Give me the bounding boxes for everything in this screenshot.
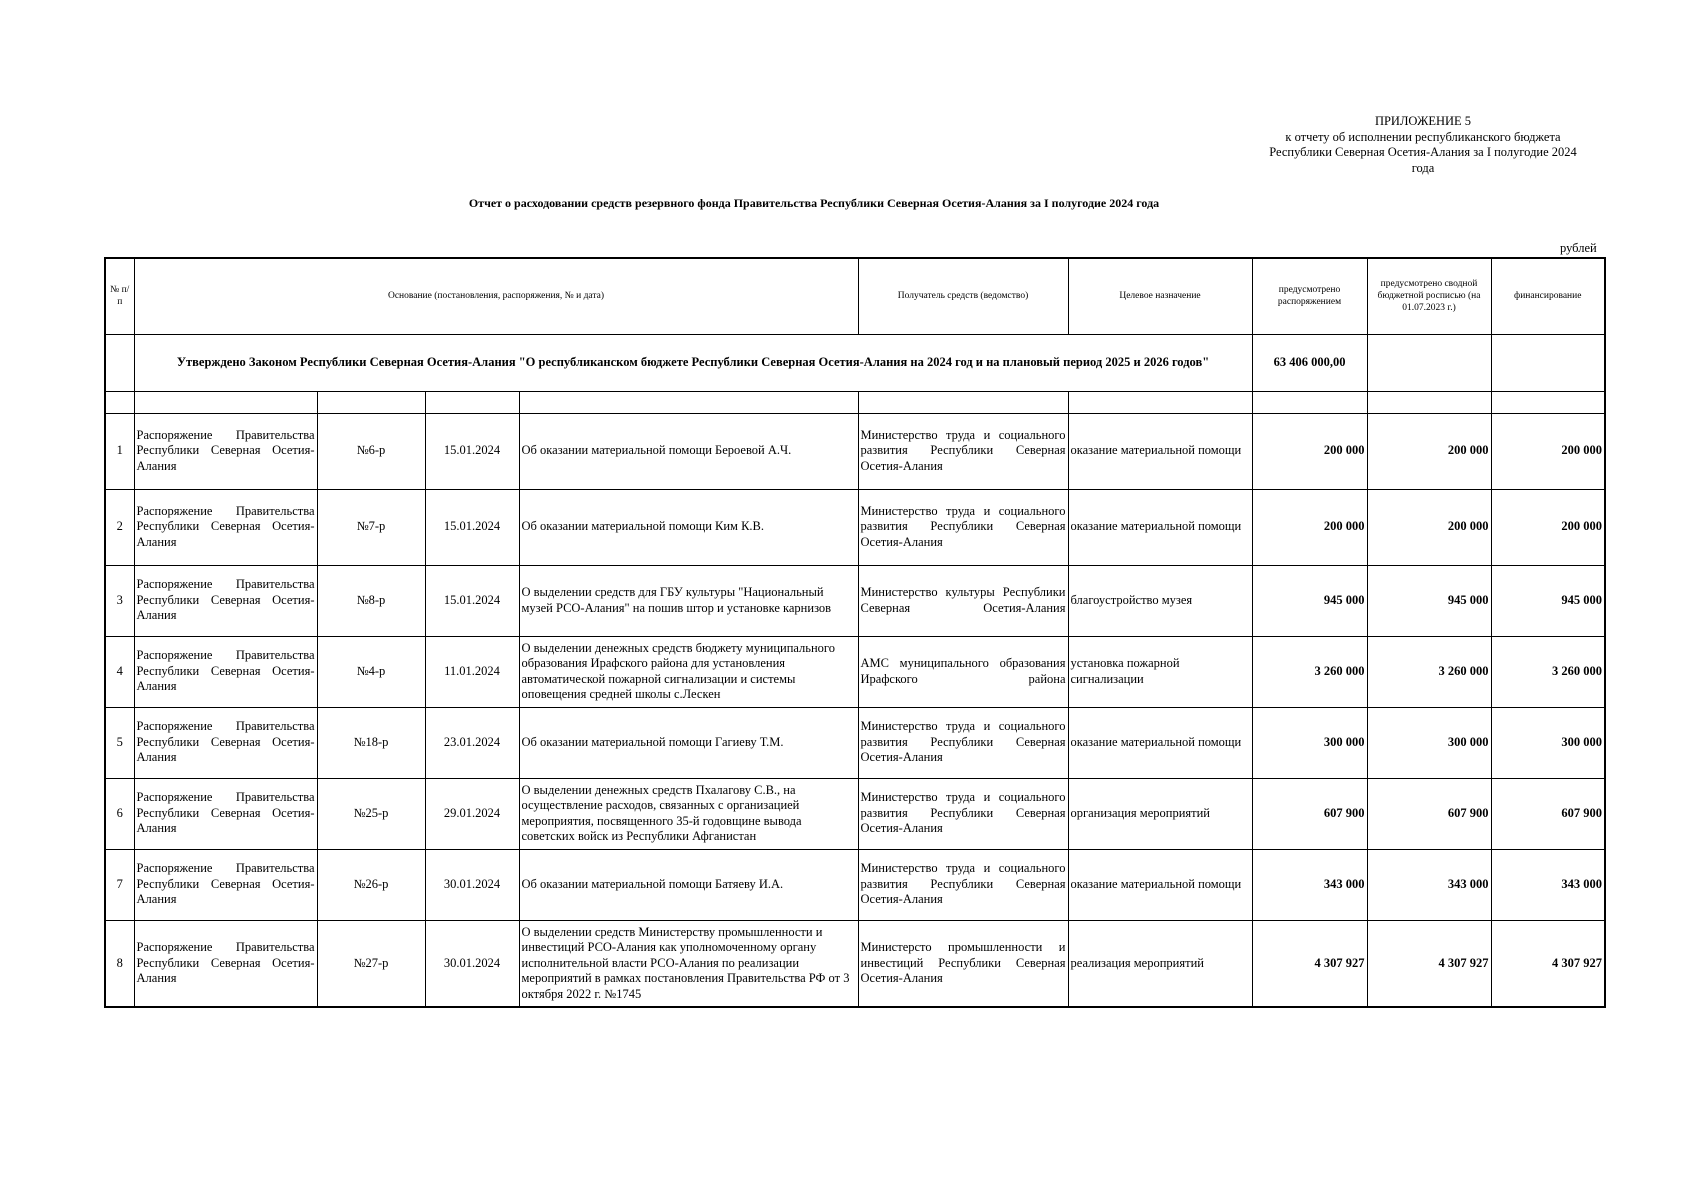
doc-title: О выделении средств Министерству промышленности и инвестиций РСО-Алания как уполномоченному органу исполнительной власти РСО-Алания по реализации мероприятий в рамках постановления Правительства РФ от 3 октября 2022 г. №1745: [519, 920, 858, 1007]
financing-amount: 200 000: [1491, 413, 1605, 489]
doc-date: 15.01.2024: [425, 413, 519, 489]
table-row: [105, 489, 1605, 565]
doc-type: Распоряжение Правительства Республики Северная Осетия-Алания: [134, 778, 317, 849]
doc-date: 30.01.2024: [425, 849, 519, 920]
doc-title: Об оказании материальной помощи Бероевой А.Ч.: [519, 413, 858, 489]
planned-order-amount: 607 900: [1252, 778, 1367, 849]
col-planned-budget-header: предусмотрено сводной бюджетной росписью (на 01.07.2023 г.): [1367, 258, 1491, 334]
law-row-budget-cell: [1367, 334, 1491, 391]
table-row: [105, 413, 1605, 489]
recipient: Министерство труда и социального развития Республики Северная Осетия-Алания: [858, 707, 1068, 778]
purpose: установка пожарной сигнализации: [1068, 636, 1252, 707]
planned-order-amount: 343 000: [1252, 849, 1367, 920]
financing-amount: 200 000: [1491, 489, 1605, 565]
doc-number: №25-р: [317, 778, 425, 849]
law-row-financing-cell: [1491, 334, 1605, 391]
table-row: [105, 920, 1605, 1007]
table-body: [105, 413, 1605, 1007]
units-label: рублей: [1560, 241, 1597, 255]
planned-budget-amount: 945 000: [1367, 565, 1491, 636]
doc-title: О выделении денежных средств Пхалагову С.В., на осуществление расходов, связанных с организацией мероприятия, посвященного 35-й годовщине вывода советских войск из Республики Афганистан: [519, 778, 858, 849]
law-value: 63 406 000,00: [1252, 334, 1367, 391]
report-title: Отчет о расходовании средств резервного фонда Правительства Республики Северная Осетия-Алания за I полугодие 2024 года: [468, 196, 1160, 210]
purpose: оказание материальной помощи: [1068, 489, 1252, 565]
doc-type: Распоряжение Правительства Республики Северная Осетия-Алания: [134, 707, 317, 778]
doc-number: №4-р: [317, 636, 425, 707]
law-row: [105, 334, 1605, 391]
planned-budget-amount: 607 900: [1367, 778, 1491, 849]
table-row: [105, 636, 1605, 707]
recipient: Министерство труда и социального развития Республики Северная Осетия-Алания: [858, 489, 1068, 565]
row-num: 1: [105, 413, 134, 489]
col-num-header: № п/п: [105, 258, 134, 334]
law-row-num-cell: [105, 334, 134, 391]
doc-number: №18-р: [317, 707, 425, 778]
doc-date: 11.01.2024: [425, 636, 519, 707]
annex-header: [1248, 114, 1598, 176]
doc-number: №27-р: [317, 920, 425, 1007]
planned-order-amount: 200 000: [1252, 489, 1367, 565]
row-num: 6: [105, 778, 134, 849]
doc-date: 15.01.2024: [425, 565, 519, 636]
doc-title: Об оказании материальной помощи Ким К.В.: [519, 489, 858, 565]
financing-amount: 4 307 927: [1491, 920, 1605, 1007]
doc-date: 15.01.2024: [425, 489, 519, 565]
annex-line-4: года: [1411, 160, 1435, 175]
purpose: оказание материальной помощи: [1068, 707, 1252, 778]
recipient: Министерство труда и социального развития Республики Северная Осетия-Алания: [858, 413, 1068, 489]
row-num: 8: [105, 920, 134, 1007]
planned-budget-amount: 300 000: [1367, 707, 1491, 778]
col-recipient-header: Получатель средств (ведомство): [858, 258, 1068, 334]
col-purpose-header: Целевое назначение: [1068, 258, 1252, 334]
financing-amount: 607 900: [1491, 778, 1605, 849]
table-header-row: [105, 258, 1605, 334]
recipient: Министерство труда и социального развития Республики Северная Осетия-Алания: [858, 849, 1068, 920]
planned-budget-amount: 343 000: [1367, 849, 1491, 920]
doc-type: Распоряжение Правительства Республики Северная Осетия-Алания: [134, 565, 317, 636]
table-row: [105, 778, 1605, 849]
planned-budget-amount: 3 260 000: [1367, 636, 1491, 707]
table-row: [105, 707, 1605, 778]
col-financing-header: финансирование: [1491, 258, 1605, 334]
financing-amount: 300 000: [1491, 707, 1605, 778]
planned-budget-amount: 4 307 927: [1367, 920, 1491, 1007]
doc-type: Распоряжение Правительства Республики Северная Осетия-Алания: [134, 413, 317, 489]
planned-order-amount: 3 260 000: [1252, 636, 1367, 707]
planned-budget-amount: 200 000: [1367, 413, 1491, 489]
annex-line-3: Республики Северная Осетия-Алания за I полугодие 2024: [1269, 145, 1577, 159]
financing-amount: 343 000: [1491, 849, 1605, 920]
doc-title: Об оказании материальной помощи Гагиеву Т.М.: [519, 707, 858, 778]
doc-type: Распоряжение Правительства Республики Северная Осетия-Алания: [134, 489, 317, 565]
doc-type: Распоряжение Правительства Республики Северная Осетия-Алания: [134, 849, 317, 920]
purpose: реализация мероприятий: [1068, 920, 1252, 1007]
doc-number: №7-р: [317, 489, 425, 565]
doc-number: №6-р: [317, 413, 425, 489]
annex-line-2: к отчету об исполнении республиканского бюджета: [1285, 129, 1561, 144]
recipient: АМС муниципального образования Ирафского района: [858, 636, 1068, 707]
recipient: Министерсто промышленности и инвестиций Республики Северная Осетия-Алания: [858, 920, 1068, 1007]
financing-amount: 945 000: [1491, 565, 1605, 636]
table-row: [105, 565, 1605, 636]
row-num: 3: [105, 565, 134, 636]
purpose: благоустройство музея: [1068, 565, 1252, 636]
doc-type: Распоряжение Правительства Республики Северная Осетия-Алания: [134, 920, 317, 1007]
planned-order-amount: 200 000: [1252, 413, 1367, 489]
table-row: [105, 849, 1605, 920]
doc-title: Об оказании материальной помощи Батяеву И.А.: [519, 849, 858, 920]
planned-order-amount: 945 000: [1252, 565, 1367, 636]
row-num: 2: [105, 489, 134, 565]
row-num: 7: [105, 849, 134, 920]
recipient: Министерство культуры Республики Северная Осетия-Алания: [858, 565, 1068, 636]
doc-date: 30.01.2024: [425, 920, 519, 1007]
doc-title: О выделении денежных средств бюджету муниципального образования Ирафского района для установления автоматической пожарной сигнализации и системы оповещения средней школы с.Лескен: [519, 636, 858, 707]
doc-date: 29.01.2024: [425, 778, 519, 849]
row-num: 5: [105, 707, 134, 778]
col-planned-order-header: предусмотрено распоряжением: [1252, 258, 1367, 334]
spacer-row: [105, 391, 1605, 413]
purpose: оказание материальной помощи: [1068, 413, 1252, 489]
doc-title: О выделении средств для ГБУ культуры "Национальный музей РСО-Алания" на пошив штор и установке карнизов: [519, 565, 858, 636]
planned-budget-amount: 200 000: [1367, 489, 1491, 565]
col-basis-header: Основание (постановления, распоряжения, № и дата): [134, 258, 858, 334]
reserve-fund-table: [104, 257, 1606, 1008]
doc-number: №26-р: [317, 849, 425, 920]
purpose: организация мероприятий: [1068, 778, 1252, 849]
annex-line-1: ПРИЛОЖЕНИЕ 5: [1374, 114, 1472, 128]
law-text: Утверждено Законом Республики Северная Осетия-Алания "О республиканском бюджете Республики Северная Осетия-Алания на 2024 год и на плановый период 2025 и 2026 годов": [134, 334, 1252, 391]
planned-order-amount: 4 307 927: [1252, 920, 1367, 1007]
recipient: Министерство труда и социального развития Республики Северная Осетия-Алания: [858, 778, 1068, 849]
doc-date: 23.01.2024: [425, 707, 519, 778]
doc-type: Распоряжение Правительства Республики Северная Осетия-Алания: [134, 636, 317, 707]
doc-number: №8-р: [317, 565, 425, 636]
planned-order-amount: 300 000: [1252, 707, 1367, 778]
row-num: 4: [105, 636, 134, 707]
financing-amount: 3 260 000: [1491, 636, 1605, 707]
purpose: оказание материальной помощи: [1068, 849, 1252, 920]
